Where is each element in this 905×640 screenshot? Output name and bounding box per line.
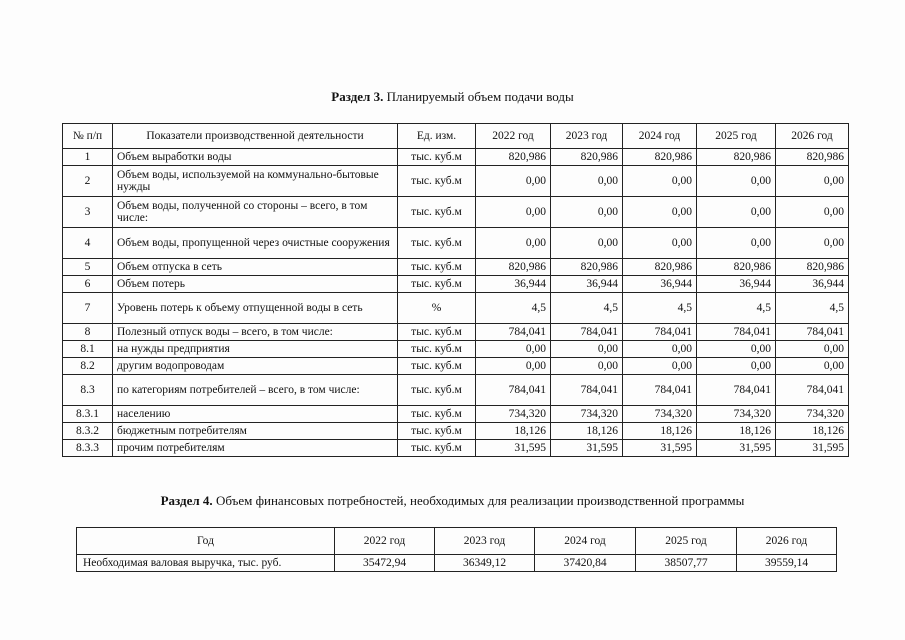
- table-row: [63, 406, 849, 423]
- row-value: 820,986: [776, 259, 849, 276]
- row-value: 734,320: [551, 406, 623, 423]
- row-value: 4,5: [776, 293, 849, 324]
- row-value: 36349,12: [435, 555, 535, 572]
- row-value: 734,320: [776, 406, 849, 423]
- row-number: 7: [63, 293, 113, 324]
- section3-title: [0, 89, 905, 105]
- column-header: 2026 год: [776, 124, 849, 149]
- row-value: 784,041: [623, 375, 697, 406]
- row-value: 820,986: [697, 149, 776, 166]
- row-unit: тыс. куб.м: [398, 341, 476, 358]
- row-number: 8.1: [63, 341, 113, 358]
- row-value: 820,986: [697, 259, 776, 276]
- table-row: [63, 259, 849, 276]
- row-indicator-name: Объем отпуска в сеть: [113, 259, 398, 276]
- row-unit: тыс. куб.м: [398, 375, 476, 406]
- table-row: [63, 149, 849, 166]
- row-value: 0,00: [476, 166, 551, 197]
- row-indicator-name: на нужды предприятия: [113, 341, 398, 358]
- row-value: 784,041: [776, 324, 849, 341]
- row-value: 820,986: [476, 259, 551, 276]
- row-value: 784,041: [697, 375, 776, 406]
- row-value: 784,041: [776, 375, 849, 406]
- row-value: 0,00: [476, 197, 551, 228]
- row-unit: тыс. куб.м: [398, 276, 476, 293]
- row-value: 31,595: [551, 440, 623, 457]
- table-row: [63, 375, 849, 406]
- row-unit: тыс. куб.м: [398, 228, 476, 259]
- row-value: 0,00: [776, 341, 849, 358]
- row-number: 8.2: [63, 358, 113, 375]
- table-row: [63, 440, 849, 457]
- row-indicator-name: другим водопроводам: [113, 358, 398, 375]
- section3-title-text: Планируемый объем подачи воды: [383, 89, 574, 104]
- row-indicator-name: Полезный отпуск воды – всего, в том числе:: [113, 324, 398, 341]
- row-value: 784,041: [476, 324, 551, 341]
- row-value: 31,595: [623, 440, 697, 457]
- row-value: 31,595: [776, 440, 849, 457]
- row-value: 820,986: [551, 149, 623, 166]
- table-row: [63, 341, 849, 358]
- row-number: 2: [63, 166, 113, 197]
- column-header: 2023 год: [435, 528, 535, 555]
- row-unit: тыс. куб.м: [398, 197, 476, 228]
- column-header: 2022 год: [476, 124, 551, 149]
- row-unit: тыс. куб.м: [398, 324, 476, 341]
- row-value: 18,126: [476, 423, 551, 440]
- row-value: 0,00: [697, 228, 776, 259]
- row-value: 36,944: [697, 276, 776, 293]
- row-unit: тыс. куб.м: [398, 149, 476, 166]
- table-row: [63, 228, 849, 259]
- row-value: 0,00: [551, 197, 623, 228]
- row-number: 1: [63, 149, 113, 166]
- row-value: 0,00: [623, 166, 697, 197]
- table-row: [63, 324, 849, 341]
- water-supply-header-row: [63, 124, 849, 149]
- row-value: 0,00: [697, 358, 776, 375]
- row-value: 784,041: [476, 375, 551, 406]
- row-value: 820,986: [551, 259, 623, 276]
- table-row: [63, 358, 849, 375]
- row-number: 8.3.1: [63, 406, 113, 423]
- row-indicator-name: Объем потерь: [113, 276, 398, 293]
- row-unit: тыс. куб.м: [398, 440, 476, 457]
- row-value: 31,595: [697, 440, 776, 457]
- column-header: 2023 год: [551, 124, 623, 149]
- row-value: 36,944: [476, 276, 551, 293]
- row-number: 8.3: [63, 375, 113, 406]
- row-value: 36,944: [551, 276, 623, 293]
- table-row: [63, 293, 849, 324]
- column-header: 2026 год: [737, 528, 837, 555]
- row-value: 18,126: [623, 423, 697, 440]
- row-value: 36,944: [623, 276, 697, 293]
- row-value: 0,00: [551, 166, 623, 197]
- row-value: 39559,14: [737, 555, 837, 572]
- row-value: 0,00: [697, 341, 776, 358]
- row-unit: тыс. куб.м: [398, 406, 476, 423]
- row-value: 820,986: [623, 149, 697, 166]
- row-unit: тыс. куб.м: [398, 423, 476, 440]
- row-indicator-name: населению: [113, 406, 398, 423]
- row-number: 3: [63, 197, 113, 228]
- row-indicator-name: Объем воды, полученной со стороны – всего, в том числе:: [113, 197, 398, 228]
- water-supply-table: [62, 123, 849, 457]
- row-value: 4,5: [623, 293, 697, 324]
- row-value: 0,00: [476, 228, 551, 259]
- financial-needs-header-row: [77, 528, 837, 555]
- row-value: 18,126: [551, 423, 623, 440]
- column-header: № п/п: [63, 124, 113, 149]
- row-value: 0,00: [697, 166, 776, 197]
- table-row: [63, 276, 849, 293]
- row-number: 8.3.3: [63, 440, 113, 457]
- table-row: [63, 166, 849, 197]
- row-value: 0,00: [776, 197, 849, 228]
- section4-title-bold: Раздел 4.: [160, 493, 213, 508]
- row-value: 31,595: [476, 440, 551, 457]
- row-value: 784,041: [697, 324, 776, 341]
- row-indicator-name: по категориям потребителей – всего, в том числе:: [113, 375, 398, 406]
- row-value: 35472,94: [335, 555, 435, 572]
- row-value: 784,041: [623, 324, 697, 341]
- column-header: Ед. изм.: [398, 124, 476, 149]
- row-value: 38507,77: [636, 555, 737, 572]
- row-unit: тыс. куб.м: [398, 358, 476, 375]
- table-row: [77, 555, 837, 572]
- column-header: Показатели производственной деятельности: [113, 124, 398, 149]
- row-indicator-name: Объем выработки воды: [113, 149, 398, 166]
- row-value: 4,5: [551, 293, 623, 324]
- section4-title: [0, 493, 905, 509]
- row-value: 0,00: [623, 341, 697, 358]
- row-value: 820,986: [623, 259, 697, 276]
- row-value: 0,00: [776, 228, 849, 259]
- row-value: 0,00: [623, 358, 697, 375]
- row-value: 0,00: [476, 341, 551, 358]
- row-value: 820,986: [476, 149, 551, 166]
- row-number: 5: [63, 259, 113, 276]
- row-value: 0,00: [776, 358, 849, 375]
- row-indicator-name: бюджетным потребителям: [113, 423, 398, 440]
- row-number: 4: [63, 228, 113, 259]
- row-value: 37420,84: [535, 555, 636, 572]
- row-value: 734,320: [623, 406, 697, 423]
- column-header: 2025 год: [636, 528, 737, 555]
- row-value: 18,126: [776, 423, 849, 440]
- row-value: 734,320: [476, 406, 551, 423]
- row-unit: %: [398, 293, 476, 324]
- row-value: 820,986: [776, 149, 849, 166]
- column-header: 2024 год: [623, 124, 697, 149]
- row-value: 0,00: [623, 197, 697, 228]
- row-value: 0,00: [476, 358, 551, 375]
- row-unit: тыс. куб.м: [398, 259, 476, 276]
- section4-title-text: Объем финансовых потребностей, необходимых для реализации производственной программы: [212, 493, 745, 508]
- row-value: 4,5: [697, 293, 776, 324]
- column-header: 2022 год: [335, 528, 435, 555]
- row-value: 36,944: [776, 276, 849, 293]
- row-value: 18,126: [697, 423, 776, 440]
- row-value: 0,00: [551, 358, 623, 375]
- row-value: 0,00: [551, 228, 623, 259]
- row-indicator-name: Объем воды, используемой на коммунально-бытовые нужды: [113, 166, 398, 197]
- row-number: 8: [63, 324, 113, 341]
- table-row: [63, 423, 849, 440]
- row-value: 4,5: [476, 293, 551, 324]
- row-indicator-name: прочим потребителям: [113, 440, 398, 457]
- row-value: 0,00: [776, 166, 849, 197]
- row-value: 784,041: [551, 375, 623, 406]
- row-unit: тыс. куб.м: [398, 166, 476, 197]
- row-value: 734,320: [697, 406, 776, 423]
- column-header: 2024 год: [535, 528, 636, 555]
- column-header: 2025 год: [697, 124, 776, 149]
- row-label: Необходимая валовая выручка, тыс. руб.: [77, 555, 335, 572]
- row-value: 0,00: [551, 341, 623, 358]
- row-indicator-name: Уровень потерь к объему отпущенной воды в сеть: [113, 293, 398, 324]
- financial-needs-table: [76, 527, 837, 572]
- row-number: 6: [63, 276, 113, 293]
- row-value: 784,041: [551, 324, 623, 341]
- row-number: 8.3.2: [63, 423, 113, 440]
- table-row: [63, 197, 849, 228]
- row-value: 0,00: [623, 228, 697, 259]
- section3-title-bold: Раздел 3.: [331, 89, 384, 104]
- row-indicator-name: Объем воды, пропущенной через очистные сооружения: [113, 228, 398, 259]
- row-value: 0,00: [697, 197, 776, 228]
- column-header: Год: [77, 528, 335, 555]
